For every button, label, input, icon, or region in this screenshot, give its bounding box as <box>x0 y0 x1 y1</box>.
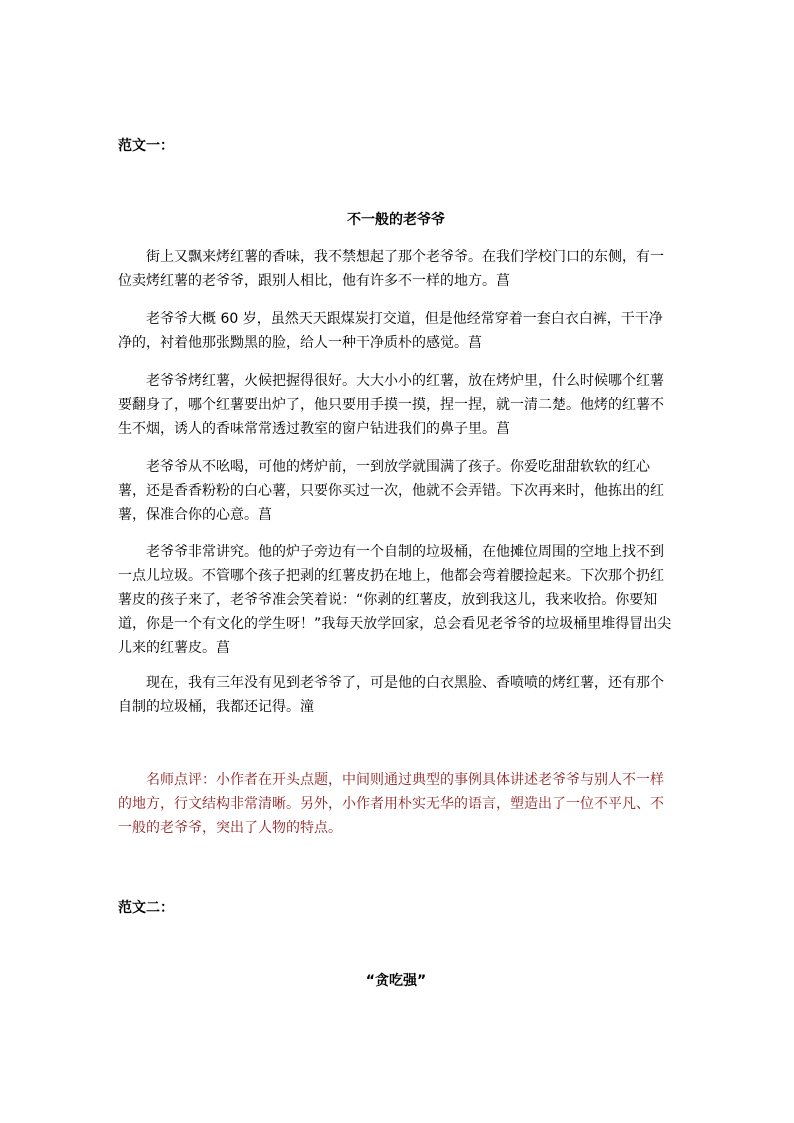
essay1-paragraph-5: 老爷爷非常讲究。他的炉子旁边有一个自制的垃圾桶，在他摊位周围的空地上找不到一点儿垃圾。不管哪个孩子把剥的红薯皮扔在地上，他都会弯着腰捡起来。下次那个扔红薯皮的孩子来了，老爷爷准会笑着说：“你剥的红薯皮，放到我这儿，我来收拾。你要知道，你是一个有文化的学生呀！”我每天放学回家，总会看见老爷爷的垃圾桶里堆得冒出尖儿来的红薯皮。菖 <box>118 544 672 656</box>
essay1-label: 范文一： <box>118 138 174 154</box>
essay1-paragraph-4: 老爷爷从不吆喝，可他的烤炉前，一到放学就围满了孩子。你爱吃甜甜软软的红心薯，还是香香粉粉的白心薯，只要你买过一次，他就不会弄错。下次再来时，他拣出的红薯，保准合你的心意。菖 <box>118 459 664 523</box>
essay1-paragraph-3: 老爷爷烤红薯，火候把握得很好。大大小小的红薯，放在烤炉里，什么时候哪个红薯要翻身了，哪个红薯要出炉了，他只要用手摸一摸，捏一捏，就一清二楚。他烤的红薯不生不烟，诱人的香味常常透过教室的窗户钻进我们的鼻子里。菖 <box>118 373 664 437</box>
essay2-label: 范文二： <box>118 900 174 916</box>
essay1-paragraph-1: 街上又飘来烤红薯的香味，我不禁想起了那个老爷爷。在我们学校门口的东侧，有一位卖烤红薯的老爷爷，跟别人相比，他有许多不一样的地方。菖 <box>118 249 664 289</box>
essay1-paragraph-6: 现在，我有三年没有见到老爷爷了，可是他的白衣黑脸、香喷喷的烤红薯，还有那个自制的垃圾桶，我都还记得。潼 <box>118 675 664 715</box>
essay1-title: 不一般的老爷爷 <box>347 212 445 228</box>
essay1-paragraph-2: 老爷爷大概 60 岁，虽然天天跟煤炭打交道，但是他经常穿着一套白衣白裤，干干净净的，衬着他那张黝黑的脸，给人一种干净质朴的感觉。菖 <box>118 311 663 351</box>
essay2-title: “贪吃强” <box>365 973 427 989</box>
essay1-teacher-comment: 名师点评：小作者在开头点题，中间则通过典型的事例具体讲述老爷爷与别人不一样的地方，行文结构非常清晰。另外，小作者用朴实无华的语言，塑造出了一位不平凡、不一般的老爷爷，突出了人物的特点。 <box>118 772 664 836</box>
